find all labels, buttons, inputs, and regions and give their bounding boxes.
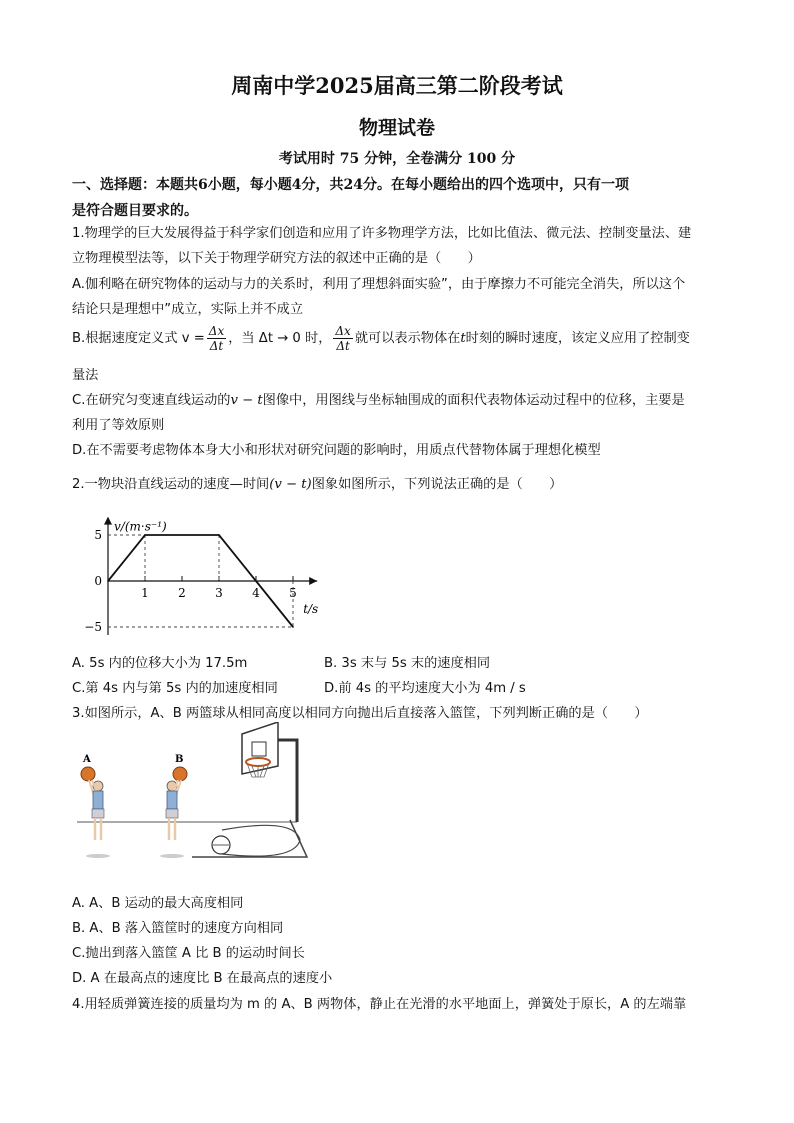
q2-option-d: D.前 4s 的平均速度大小为 4m / s bbox=[324, 681, 526, 696]
player-b-label: B bbox=[175, 754, 184, 765]
player-b-shadow bbox=[160, 854, 184, 858]
y-tick-label: 0 bbox=[94, 574, 102, 588]
velocity-time-chart bbox=[72, 496, 372, 644]
q1-option-a-line2: 结论只是理想中”成立，实际上并不成立 bbox=[72, 302, 304, 317]
q3-option-a: A. A、B 运动的最大高度相同 bbox=[72, 896, 244, 911]
chart-layer bbox=[84, 517, 318, 635]
q3-option-d: D. A 在最高点的速度比 B 在最高点的速度小 bbox=[72, 971, 333, 986]
q1-option-d: D.在不需要考虑物体本身大小和形状对研究问题的影响时，用质点代替物体属于理想化模型 bbox=[72, 443, 601, 458]
q1-b-fraction-2 bbox=[333, 324, 352, 353]
q2-stem-prefix: 2.一物块沿直线运动的速度—时间 bbox=[72, 477, 270, 492]
player-b-body bbox=[167, 791, 177, 809]
x-tick-label: 4 bbox=[252, 586, 260, 600]
section-heading-line1: 一、选择题：本题共6小题，每小题4分，共24分。在每小题给出的四个选项中，只有一项 bbox=[72, 177, 629, 193]
q1-option-b-line2: 量法 bbox=[72, 368, 99, 383]
x-tick-label: 2 bbox=[178, 586, 186, 600]
q1-option-c-line2: 利用了等效原则 bbox=[72, 418, 165, 433]
ball-b-icon bbox=[173, 767, 187, 781]
q1-c-suffix: 图像中，用图线与坐标轴围成的面积代表物体运动过程中的位移，主要是 bbox=[262, 393, 685, 408]
exam-info: 考试用时 75 分钟，全卷满分 100 分 bbox=[278, 151, 516, 167]
q1-option-c-line1 bbox=[72, 389, 732, 408]
velocity-data-point bbox=[218, 534, 220, 536]
q1-b-suffix: 时刻的瞬时速度，该定义应用了控制变 bbox=[465, 331, 690, 346]
q1-b-t: t bbox=[460, 331, 466, 346]
x-tick-label: 5 bbox=[289, 586, 297, 600]
q1-b-middle-1: ，当 Δt → 0 时， bbox=[228, 331, 332, 346]
q1-b-frac-den-1: Δt bbox=[209, 338, 224, 353]
q3-option-b: B. A、B 落入篮筐时的速度方向相同 bbox=[72, 921, 284, 936]
q4-stem: 4.用轻质弹簧连接的质量均为 m 的 A、B 两物体，静止在光滑的水平地面上，弹簧处于原长，A 的左端靠 bbox=[72, 997, 687, 1012]
velocity-data-point bbox=[144, 534, 146, 536]
player-a-body bbox=[93, 791, 103, 809]
q1-b-frac-num-2: Δx bbox=[335, 323, 351, 338]
q1-option-b-line1 bbox=[72, 322, 732, 356]
y-axis-arrow bbox=[104, 517, 112, 525]
q1-b-fraction-1 bbox=[207, 324, 226, 353]
q2-option-c: C.第 4s 内与第 5s 内的加速度相同 bbox=[72, 681, 278, 696]
player-a-label: A bbox=[83, 754, 91, 765]
y-tick-label: −5 bbox=[84, 620, 102, 634]
basketball-figure bbox=[72, 722, 332, 880]
x-axis-label: t/s bbox=[303, 602, 319, 616]
q1-stem-line2: 立物理模型法等，以下关于物理学研究方法的叙述中正确的是（ ） bbox=[72, 251, 481, 266]
hoop-pole bbox=[278, 740, 297, 822]
q3-stem: 3.如图所示，A、B 两篮球从相同高度以相同方向抛出后直接落入篮筐，下列判断正确的是（ ） bbox=[72, 706, 648, 721]
x-tick-label: 3 bbox=[215, 586, 223, 600]
q2-stem-suffix: 图象如图所示，下列说法正确的是（ ） bbox=[311, 477, 563, 492]
q1-b-prefix: B.根据速度定义式 v = bbox=[72, 331, 205, 346]
y-axis-label: v/(m·s⁻¹) bbox=[114, 519, 167, 534]
section-heading-line2: 是符合题目要求的。 bbox=[72, 203, 198, 219]
q2-stem-vt: (v − t) bbox=[269, 477, 312, 492]
q1-option-a-line1: A.伽利略在研究物体的运动与力的关系时，利用了理想斜面实验”，由于摩擦力不可能完全消失，所以这个 bbox=[72, 277, 686, 292]
x-tick-label: 1 bbox=[141, 586, 149, 600]
velocity-data-point bbox=[292, 626, 294, 628]
q3-option-c: C.抛出到落入篮筐 A 比 B 的运动时间长 bbox=[72, 946, 305, 961]
player-a-shorts bbox=[92, 809, 104, 818]
ball-a-icon bbox=[81, 767, 95, 781]
q1-b-middle-2: 就可以表示物体在 bbox=[354, 331, 461, 346]
q2-option-a: A. 5s 内的位移大小为 17.5m bbox=[72, 656, 248, 671]
q2-option-b: B. 3s 末与 5s 末的速度相同 bbox=[324, 656, 491, 671]
player-b-legs bbox=[169, 818, 175, 840]
q1-stem-line1: 1.物理学的巨大发展得益于科学家们创造和应用了许多物理学方法，比如比值法、微元法、控制变量法、建 bbox=[72, 226, 692, 241]
q1-c-prefix: C.在研究匀变速直线运动的 bbox=[72, 393, 231, 408]
player-a-shadow bbox=[86, 854, 110, 858]
q1-b-frac-num-1: Δx bbox=[208, 323, 225, 338]
subject-title: 物理试卷 bbox=[358, 117, 435, 139]
exam-title: 周南中学2025届高三第二阶段考试 bbox=[231, 73, 563, 98]
y-tick-label: 5 bbox=[94, 528, 102, 542]
q1-b-frac-den-2: Δt bbox=[336, 338, 350, 353]
q2-stem bbox=[72, 473, 732, 492]
section-heading bbox=[72, 172, 724, 224]
velocity-data-point bbox=[107, 580, 109, 582]
velocity-data-point bbox=[255, 580, 257, 582]
player-b-shorts bbox=[166, 809, 178, 818]
q1-c-vt: v − t bbox=[230, 393, 263, 408]
free-throw-arc bbox=[222, 825, 300, 856]
player-a-legs bbox=[95, 818, 101, 840]
x-axis-arrow bbox=[309, 577, 317, 585]
